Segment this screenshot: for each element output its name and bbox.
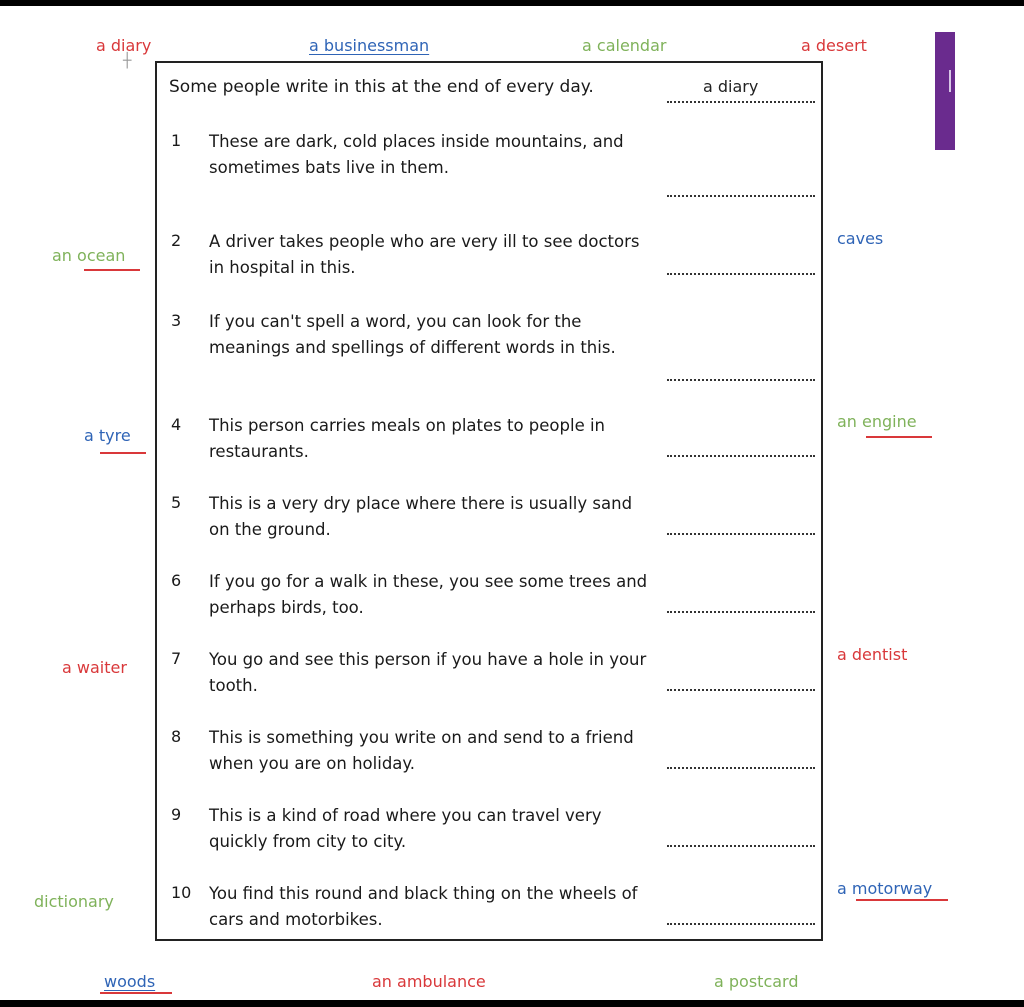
crosshair-cursor-icon: ┼: [123, 53, 132, 69]
question-text: This person carries meals on plates to people in restaurants.: [209, 416, 606, 461]
question-text: You find this round and black thing on the wheels of cars and motorbikes.: [209, 884, 638, 929]
word-a-diary[interactable]: a diary: [96, 36, 152, 55]
answer-line-1[interactable]: [667, 195, 815, 197]
word-an-ocean[interactable]: an ocean: [52, 246, 126, 265]
question-number: 4: [171, 415, 182, 434]
word-a-businessman[interactable]: a businessman: [309, 36, 430, 55]
word-a-calendar[interactable]: a calendar: [582, 36, 667, 55]
question-number: 9: [171, 805, 182, 824]
word-a-desert[interactable]: a desert: [801, 36, 867, 55]
answer-line-6[interactable]: [667, 611, 815, 613]
word-dictionary[interactable]: dictionary: [34, 892, 114, 911]
question-number: 2: [171, 231, 182, 250]
question-number: 1: [171, 131, 182, 150]
question-text: This is a kind of road where you can travel very quickly from city to city.: [209, 806, 602, 851]
question-number: 5: [171, 493, 182, 512]
answer-line-5[interactable]: [667, 533, 815, 535]
question-box: [155, 61, 823, 941]
question-text: These are dark, cold places inside mountains, and sometimes bats live in them.: [209, 132, 624, 177]
question-text: If you go for a walk in these, you see some trees and perhaps birds, too.: [209, 572, 648, 617]
side-tab[interactable]: [935, 32, 955, 150]
answer-line-example[interactable]: [667, 101, 815, 103]
word-a-motorway[interactable]: a motorway: [837, 879, 933, 898]
answer-line-9[interactable]: [667, 845, 815, 847]
worksheet-page: [0, 6, 1024, 1000]
word-a-waiter[interactable]: a waiter: [62, 658, 127, 677]
question-number: 7: [171, 649, 182, 668]
answer-line-8[interactable]: [667, 767, 815, 769]
example-answer: a diary: [703, 77, 759, 96]
question-text: This is a very dry place where there is usually sand on the ground.: [209, 494, 633, 539]
question-number: 6: [171, 571, 182, 590]
word-an-engine[interactable]: an engine: [837, 412, 917, 431]
tab-marker-icon: [949, 70, 955, 92]
answer-line-10[interactable]: [667, 923, 815, 925]
word-a-postcard[interactable]: a postcard: [714, 972, 799, 991]
underline-mark: [100, 452, 146, 454]
answer-line-4[interactable]: [667, 455, 815, 457]
answer-line-2[interactable]: [667, 273, 815, 275]
question-text: If you can't spell a word, you can look for the meanings and spellings of different words in this.: [209, 312, 616, 357]
word-a-dentist[interactable]: a dentist: [837, 645, 908, 664]
underline-mark: [84, 269, 140, 271]
underline-mark: [856, 899, 948, 901]
word-caves[interactable]: caves: [837, 229, 884, 248]
answer-line-7[interactable]: [667, 689, 815, 691]
question-text: A driver takes people who are very ill to see doctors in hospital in this.: [209, 232, 640, 277]
question-text: This is something you write on and send to a friend when you are on holiday.: [209, 728, 634, 773]
word-woods[interactable]: woods: [104, 972, 156, 991]
question-text: You go and see this person if you have a hole in your tooth.: [209, 650, 647, 695]
example-question: Some people write in this at the end of every day.: [169, 77, 594, 97]
answer-line-3[interactable]: [667, 379, 815, 381]
underline-mark: [866, 436, 932, 438]
question-number: 3: [171, 311, 182, 330]
word-an-ambulance[interactable]: an ambulance: [372, 972, 486, 991]
underline-mark: [100, 992, 172, 994]
question-number: 8: [171, 727, 182, 746]
question-number: 10: [171, 883, 192, 902]
word-a-tyre[interactable]: a tyre: [84, 426, 131, 445]
